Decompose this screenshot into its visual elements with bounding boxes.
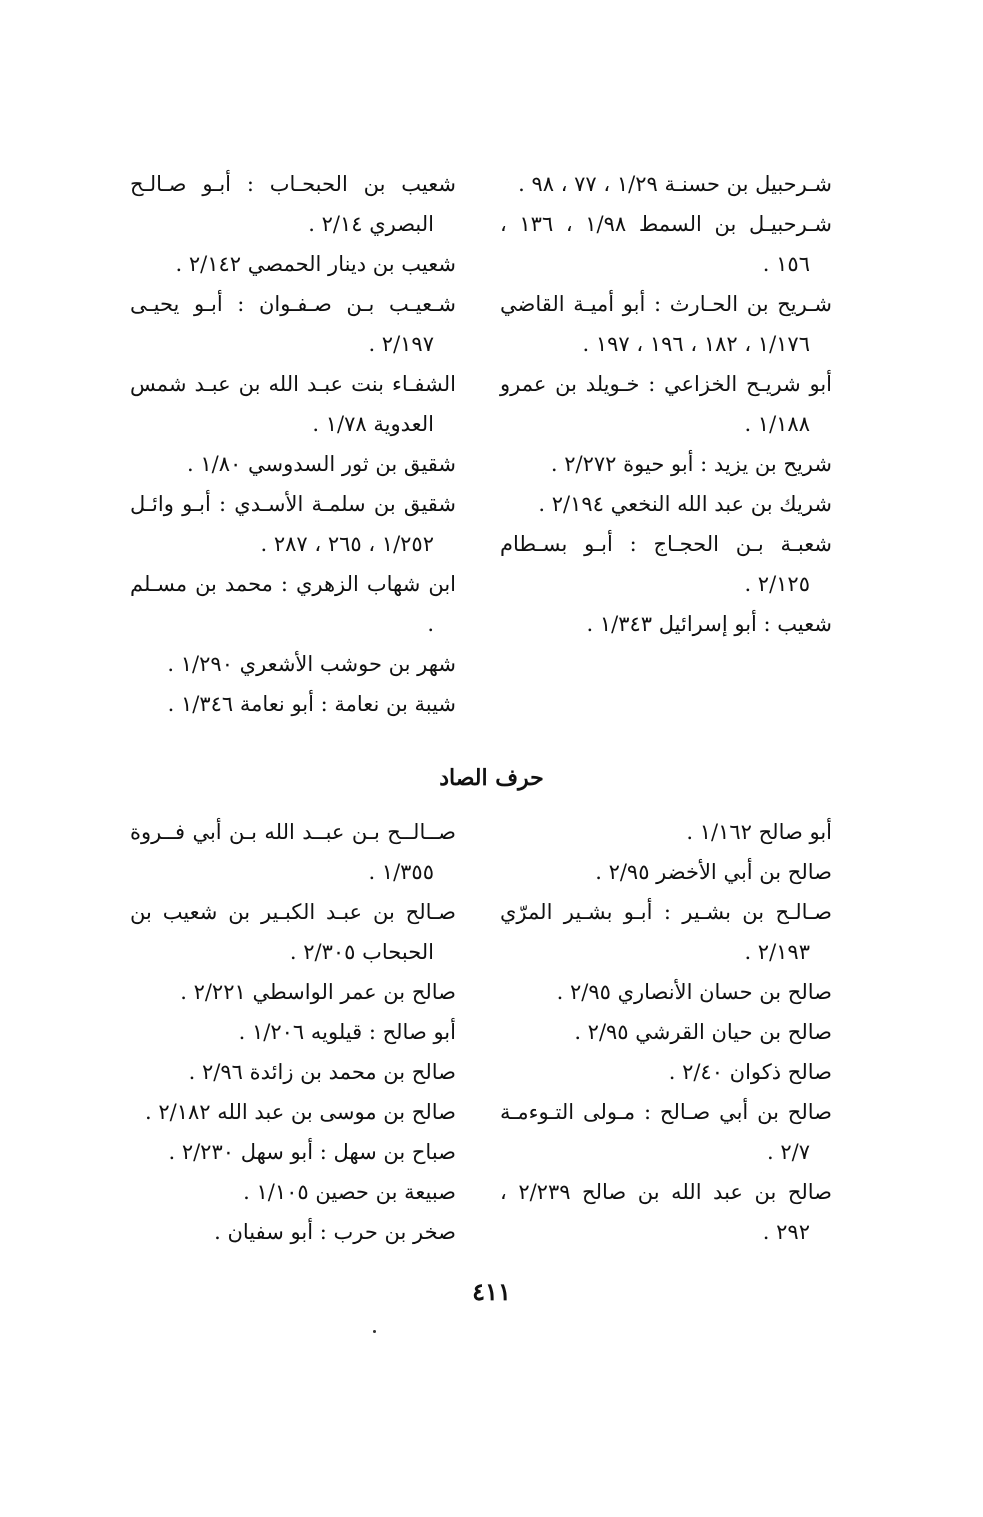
index-entry: أبو صالح ١/١٦٢ . [686,820,832,844]
index-entry: شقيق بن سلمـة الأسـدي : أبـو وائـل ١/٢٥٢ ، ٢٦٥ ، ٢٨٧ . [130,492,456,556]
index-entry: شعبـة بـن الحجـاج : أبـو بسـطام ٢/١٢٥ . [500,532,832,596]
index-entry: صالح بن أبي صـالح : مـولى التـوءمـة ٢/٧ . [500,1100,832,1164]
index-entry: صالح بن أبي الأخضر ٢/٩٥ . [595,860,832,884]
index-entry: شعيب : أبو إسرائيل ١/٣٤٣ . [586,612,832,636]
index-entry: صـالح بن عبـد الكبـير بن شعيب بن الحبحاب ٢/٣٠٥ . [130,900,456,964]
top-right-column [500,164,832,644]
index-entry: صـالـح بن بشـير : أبـو بشـير المرّي ٢/١٩٣ . [500,900,832,964]
bottom-left-column [130,812,456,1252]
index-entry: صبيعة بن حصين ١/١٠٥ . [243,1180,456,1204]
index-entry: شيبة بن نعامة : أبو نعامة ١/٣٤٦ . [167,692,456,716]
index-entry: صالح بن عمر الواسطي ٢/٢٢١ . [180,980,456,1004]
print-speck [373,1330,376,1333]
index-entry: شـرحبيـل بن السمط ١/٩٨ ، ١٣٦ ، ١٥٦ . [500,212,832,276]
index-entry: ابن شهاب الزهري : محمد بن مسـلم . [130,572,456,636]
index-entry: شعيب بن دينار الحمصي ٢/١٤٢ . [175,252,456,276]
bottom-right-column [500,812,832,1252]
index-entry: صباح بن سهل : أبو سهل ٢/٢٣٠ . [168,1140,456,1164]
index-entry: أبو صالح : قيلويه ١/٢٠٦ . [238,1020,456,1044]
index-entry: شـريح بن الحـارث : أبو أميـة القاضي ١/١٧٦ ، ١٨٢ ، ١٩٦ ، ١٩٧ . [500,292,832,356]
index-entry: شقيق بن ثور السدوسي ١/٨٠ . [187,452,456,476]
index-entry: صالح بن عبد الله بن صالح ٢/٢٣٩ ، ٢٩٢ . [500,1180,833,1244]
section-heading: حرف الصاد [439,765,544,791]
index-entry: صالح بن حسان الأنصاري ٢/٩٥ . [556,980,832,1004]
index-entry: صالح ذكوان ٢/٤٠ . [668,1060,832,1084]
index-entry: شـعيـب بـن صـفـوان : أبـو يحيـى ٢/١٩٧ . [130,292,456,356]
index-entry: شريك بن عبد الله النخعي ٢/١٩٤ . [538,492,832,516]
index-entry: صــالــح بـن عبــد الله بـن أبي فــروة ١/٣٥٥ . [130,820,456,884]
page-number: ٤١١ [472,1277,511,1306]
index-entry: صخر بن حرب : أبو سفيان . [214,1220,456,1244]
index-entry: شعيب بن الحبحـاب : أبـو صـالـح البصري ٢/١٤ . [130,172,456,236]
index-entry: صالح بن محمد بن زائدة ٢/٩٦ . [188,1060,456,1084]
index-entry: صالح بن موسى بن عبد الله ٢/١٨٢ . [145,1100,456,1124]
top-left-column [130,164,456,724]
index-entry: شـرحبيل بن حسنـة ١/٢٩ ، ٧٧ ، ٩٨ . [518,172,832,196]
index-entry: الشفـاء بنت عبـد الله بن عبـد شمس العدوية ١/٧٨ . [130,372,456,436]
index-entry: أبو شريـح الخزاعي : خـويلد بن عمرو ١/١٨٨ . [500,372,832,436]
index-entry: شهر بن حوشب الأشعري ١/٢٩٠ . [167,652,456,676]
index-entry: صالح بن حيان القرشي ٢/٩٥ . [574,1020,832,1044]
index-entry: شريح بن يزيد : أبو حيوة ٢/٢٧٢ . [550,452,832,476]
